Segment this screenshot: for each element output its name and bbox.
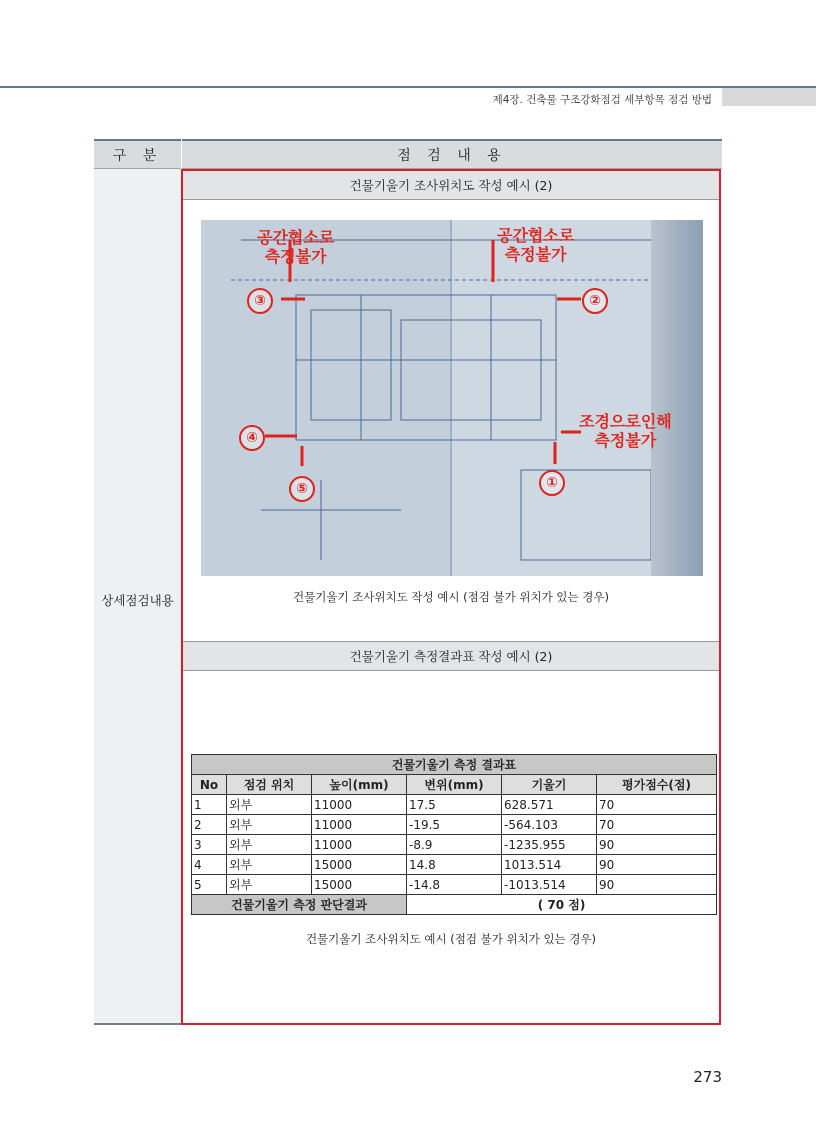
table-row (192, 795, 717, 815)
col-no: No (192, 775, 227, 795)
cell: 2 (192, 815, 227, 835)
marker-2: ② (582, 288, 608, 314)
table-row (192, 835, 717, 855)
cell: 5 (192, 875, 227, 895)
cell: 11000 (312, 835, 407, 855)
cell: 1 (192, 795, 227, 815)
blurred-edge (651, 220, 703, 576)
section1-caption: 건물기울기 조사위치도 작성 예시 (점검 불가 위치가 있는 경우) (293, 590, 609, 604)
header-content: 점 검 내 용 (182, 139, 722, 169)
cell: 11000 (312, 815, 407, 835)
table-row (192, 875, 717, 895)
col-location: 점검 위치 (227, 775, 312, 795)
cell: 외부 (227, 875, 312, 895)
cell: 3 (192, 835, 227, 855)
cell: -564.103 (502, 815, 597, 835)
tilt-result-table (191, 754, 717, 915)
chapter-bar (722, 88, 816, 106)
cell: 90 (597, 875, 717, 895)
cell: 11000 (312, 795, 407, 815)
cell: 90 (597, 835, 717, 855)
cell: -1235.955 (502, 835, 597, 855)
cell: 1013.514 (502, 855, 597, 875)
page-number: 273 (693, 1068, 722, 1086)
result-table-title: 건물기울기 측정 결과표 (192, 755, 717, 775)
annotation-landscaping: 조경으로인해 측정불가 (579, 412, 672, 450)
table-row (192, 855, 717, 875)
cell: 외부 (227, 835, 312, 855)
blueprint-drawing (201, 220, 703, 576)
col-displacement: 변위(mm) (407, 775, 502, 795)
cell: -14.8 (407, 875, 502, 895)
section1-title: 건물기울기 조사위치도 작성 예시 (2) (183, 171, 719, 200)
content-box (181, 169, 721, 1025)
cell: 외부 (227, 855, 312, 875)
top-rule (0, 86, 816, 88)
cell: 628.571 (502, 795, 597, 815)
section2-caption: 건물기울기 조사위치도 예시 (점검 불가 위치가 있는 경우) (305, 932, 597, 946)
col-tilt: 기울기 (502, 775, 597, 795)
marker-3: ③ (247, 288, 273, 314)
cell: -19.5 (407, 815, 502, 835)
cell: 15000 (312, 855, 407, 875)
cell: -1013.514 (502, 875, 597, 895)
cell: 70 (597, 795, 717, 815)
cell: 90 (597, 855, 717, 875)
cell: 70 (597, 815, 717, 835)
cell: 외부 (227, 795, 312, 815)
category-column (94, 169, 181, 1025)
category-label: 상세점검내용 (101, 593, 174, 608)
marker-4: ④ (239, 425, 265, 451)
table-row (192, 815, 717, 835)
cell: -8.9 (407, 835, 502, 855)
cell: 17.5 (407, 795, 502, 815)
chapter-heading: 제4장. 건축물 구조강화점검 세부항목 점검 방법 (492, 94, 712, 106)
marker-5: ⑤ (289, 476, 315, 502)
judge-result: ( 70 점) (407, 895, 717, 915)
cell: 15000 (312, 875, 407, 895)
header-category: 구 분 (94, 139, 181, 169)
col-height: 높이(mm) (312, 775, 407, 795)
cell: 외부 (227, 815, 312, 835)
inspection-table (94, 139, 722, 1025)
survey-location-photo (201, 220, 703, 576)
section2-title: 건물기울기 측정결과표 작성 예시 (2) (183, 641, 719, 671)
cell: 14.8 (407, 855, 502, 875)
marker-1: ① (539, 470, 565, 496)
judge-label: 건물기울기 측정 판단결과 (192, 895, 407, 915)
cell: 4 (192, 855, 227, 875)
col-score: 평가점수(점) (597, 775, 717, 795)
annotation-narrow-space-1: 공간협소로 측정불가 (257, 228, 335, 266)
annotation-narrow-space-2: 공간협소로 측정불가 (497, 226, 575, 264)
